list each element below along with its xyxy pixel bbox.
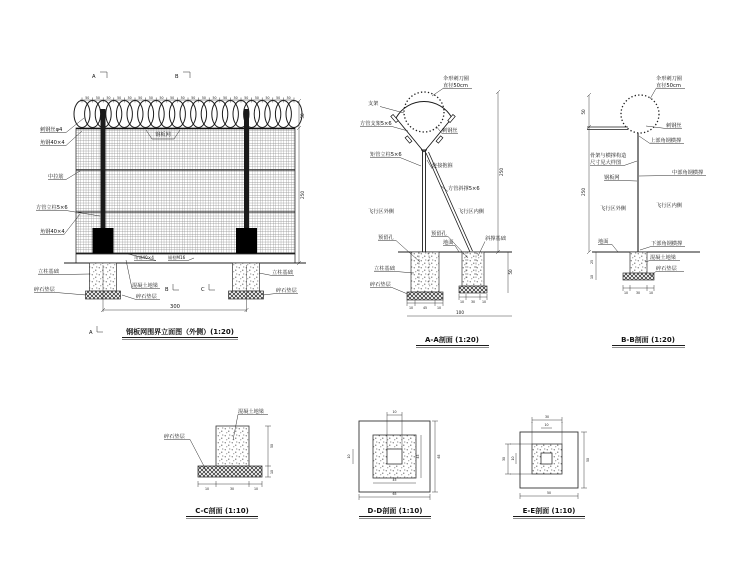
dim-text: 45 bbox=[416, 454, 420, 459]
section-aa-view bbox=[360, 74, 513, 348]
dim-text: 25 bbox=[590, 259, 594, 265]
left-footing-label: 立柱基础 bbox=[38, 269, 59, 275]
ground-beam-section bbox=[216, 426, 249, 466]
svg-text:50: 50 bbox=[244, 96, 249, 100]
elevation-title-block bbox=[122, 327, 238, 340]
barbed-wire-strands bbox=[587, 127, 628, 130]
view-title: C-C剖面 (1:10) bbox=[195, 507, 249, 515]
right-cushion-label: 碎石垫层 bbox=[276, 288, 297, 294]
dim-text: 10 bbox=[590, 274, 594, 280]
section-mark-c-bottom bbox=[201, 284, 215, 293]
section-letter: A bbox=[89, 330, 93, 336]
bottom-rail-label: 下部角钢横撑 bbox=[651, 241, 683, 247]
right-gravel-cushion bbox=[229, 291, 264, 299]
hole-left-label: 预留孔 bbox=[378, 235, 394, 241]
dim-text: 65 bbox=[392, 492, 397, 496]
section-letter: B bbox=[175, 74, 179, 80]
ground-label: 地面 bbox=[443, 240, 454, 246]
view-title: E-E剖面 (1:10) bbox=[522, 507, 576, 515]
svg-text:50: 50 bbox=[159, 96, 164, 100]
dim-text: 30 bbox=[470, 300, 476, 304]
svg-text:50: 50 bbox=[106, 96, 111, 100]
dim-text: 45 bbox=[392, 478, 397, 482]
coil-support-bracket bbox=[391, 101, 455, 152]
razor-coil-section bbox=[404, 92, 444, 132]
gravel-cushion bbox=[623, 273, 654, 280]
beam-label: 混凝土地梁 bbox=[132, 283, 158, 289]
dim-text: 65 bbox=[437, 454, 441, 459]
section-bb-view bbox=[581, 74, 706, 348]
dim-text: 250 bbox=[300, 191, 305, 199]
note-line2: 尺寸见大样图 bbox=[590, 160, 622, 166]
post-spacing-dim bbox=[101, 265, 249, 312]
dim-text: 50 bbox=[508, 269, 513, 275]
brace-label: 方管斜撑5×6 bbox=[448, 186, 480, 192]
dim-text: 50 bbox=[586, 457, 590, 463]
cushion-label: 碎石垫层 bbox=[164, 434, 185, 440]
gravel-cushion bbox=[407, 292, 443, 300]
section-mark-b-top bbox=[175, 72, 190, 80]
dim-text: 300 bbox=[170, 304, 180, 310]
dim-text: 10 bbox=[392, 410, 397, 414]
svg-text:50: 50 bbox=[254, 96, 259, 100]
anchor-bolt-label: 锚栓M16 bbox=[168, 255, 186, 260]
inside-label: 飞行区内侧 bbox=[656, 203, 682, 209]
dim-text: 250 bbox=[581, 188, 586, 196]
coil-dia-label: 直径50cm bbox=[656, 83, 681, 89]
barbed-label: 刺钢丝 bbox=[442, 128, 458, 134]
bottom-angle-label: 角钢40×4 bbox=[40, 229, 65, 235]
ground-label: 地面 bbox=[598, 239, 609, 245]
post-footing-label: 立柱基础 bbox=[374, 266, 395, 272]
dim-text: 10 bbox=[436, 306, 442, 310]
left-cushion-label: 碎石垫层 bbox=[34, 287, 55, 293]
coil-dia-label: 直径50cm bbox=[443, 83, 468, 89]
svg-text:50: 50 bbox=[138, 96, 143, 100]
dim-text: 30 bbox=[544, 415, 550, 419]
beam-label: 混凝土地梁 bbox=[238, 409, 264, 415]
rail-angle-label: 角钢40×4 bbox=[134, 255, 154, 260]
cushion-label: 碎石垫层 bbox=[370, 282, 391, 288]
dim-text: 50 bbox=[270, 443, 274, 449]
svg-text:50: 50 bbox=[223, 96, 228, 100]
mid-rail-label: 中部角钢横撑 bbox=[672, 170, 704, 176]
top-rail-label: 上部角钢横撑 bbox=[650, 138, 682, 144]
dim-text: 10 bbox=[347, 454, 351, 459]
cushion-label: 碎石垫层 bbox=[656, 266, 677, 272]
post-hole bbox=[541, 453, 552, 464]
hole-right-label: 预留孔 bbox=[431, 231, 447, 237]
mid-tie-label: 中拉筋 bbox=[48, 174, 64, 180]
dim-text: 10 bbox=[408, 306, 414, 310]
note-line1: 骨架与横撑构造 bbox=[590, 153, 627, 159]
dim-text: 100 bbox=[456, 310, 464, 315]
dim-text: 10 bbox=[270, 469, 274, 475]
aa-title-block bbox=[416, 335, 489, 348]
section-dd-view bbox=[347, 410, 441, 519]
coil-label: 伞形刺刀圈 bbox=[443, 76, 469, 82]
svg-text:50: 50 bbox=[201, 96, 206, 100]
dim-text: 10 bbox=[511, 456, 515, 461]
bracket-label: 支架 bbox=[368, 101, 379, 107]
elevation-right-callouts bbox=[259, 268, 298, 295]
section-letter: C bbox=[201, 287, 205, 293]
outside-label: 飞行区外侧 bbox=[600, 206, 626, 212]
post-section bbox=[421, 150, 427, 263]
section-letter: A bbox=[92, 74, 96, 80]
dim-text: 10 bbox=[459, 300, 465, 304]
ground-beam-section bbox=[630, 252, 647, 273]
clamp-label: 连接抱箍 bbox=[432, 163, 453, 169]
view-title: 钢板网围界立面图（外侧）(1:20) bbox=[126, 328, 234, 336]
beam-cushion-label: 碎石垫层 bbox=[136, 294, 157, 300]
elevation-view bbox=[34, 72, 306, 340]
dd-title-block bbox=[359, 506, 431, 519]
svg-text:50: 50 bbox=[286, 96, 291, 100]
coil-label: 伞形刺刀圈 bbox=[656, 76, 682, 82]
section-mark-a-top bbox=[92, 72, 107, 80]
dim-text: 50 bbox=[300, 113, 305, 119]
dim-text: 30 bbox=[502, 456, 506, 462]
brace-footing-block bbox=[462, 252, 484, 286]
dim-text: 50 bbox=[581, 109, 586, 115]
svg-text:50: 50 bbox=[117, 96, 122, 100]
dim-text: 30 bbox=[635, 291, 641, 295]
dim-text: 10 bbox=[481, 300, 487, 304]
svg-text:50: 50 bbox=[212, 96, 217, 100]
section-mark-a-bottom bbox=[89, 326, 103, 336]
post-label: 矩管立柱5×6 bbox=[370, 152, 402, 158]
right-footing-block bbox=[233, 263, 260, 291]
dim-text: 10 bbox=[544, 423, 549, 427]
dim-text: 10 bbox=[204, 487, 210, 491]
dim-text: 10 bbox=[623, 291, 629, 295]
elevation-height-dims bbox=[297, 99, 305, 265]
brace-footing-label: 斜撑基础 bbox=[485, 236, 506, 242]
svg-text:50: 50 bbox=[276, 96, 281, 100]
dim-text: 250 bbox=[499, 168, 504, 176]
section-letter: B bbox=[165, 287, 169, 293]
gravel-cushion bbox=[198, 466, 262, 477]
svg-text:50: 50 bbox=[191, 96, 196, 100]
view-title: B-B剖面 (1:20) bbox=[621, 336, 675, 344]
outside-label: 飞行区外侧 bbox=[368, 209, 394, 215]
barbed-label: 刺钢丝 bbox=[666, 123, 682, 129]
post-label: 方管立柱5×6 bbox=[36, 205, 68, 211]
barbed-wire-label: 刺钢丝φ4 bbox=[40, 127, 63, 133]
svg-text:50: 50 bbox=[265, 96, 270, 100]
dim-text: 45 bbox=[422, 306, 428, 310]
right-footing-label: 立柱基础 bbox=[272, 270, 293, 276]
view-title: D-D剖面 (1:10) bbox=[367, 507, 423, 515]
razor-coil-row bbox=[74, 96, 302, 128]
svg-text:50: 50 bbox=[170, 96, 175, 100]
mesh-label: 钢板网 bbox=[604, 175, 620, 181]
brace-gravel-cushion bbox=[459, 286, 487, 293]
dim-text: 10 bbox=[648, 291, 654, 295]
post-hole bbox=[387, 449, 402, 464]
ground-beam-band bbox=[76, 254, 295, 263]
svg-text:50: 50 bbox=[180, 96, 185, 100]
bb-title-block bbox=[612, 335, 685, 348]
beam-label: 混凝土地梁 bbox=[650, 255, 676, 261]
dim-text: 50 bbox=[546, 491, 552, 495]
dim-text: 30 bbox=[229, 487, 235, 491]
section-cc-view bbox=[164, 407, 274, 519]
section-ee-view bbox=[502, 415, 590, 519]
ee-title-block bbox=[513, 506, 585, 519]
mesh-label: 钢板网 bbox=[155, 132, 171, 138]
svg-text:50: 50 bbox=[127, 96, 132, 100]
cc-title-block bbox=[186, 506, 258, 519]
inside-label: 飞行区内侧 bbox=[458, 209, 484, 215]
bracket-tube-label: 方管支架5×6 bbox=[360, 121, 392, 127]
dim-text: 10 bbox=[253, 487, 259, 491]
view-title: A-A剖面 (1:20) bbox=[425, 336, 479, 344]
svg-text:50: 50 bbox=[95, 96, 100, 100]
bb-callouts bbox=[590, 74, 706, 276]
top-angle-label: 角钢40×4 bbox=[40, 140, 65, 146]
svg-text:50: 50 bbox=[148, 96, 153, 100]
svg-text:50: 50 bbox=[233, 96, 238, 100]
svg-text:50: 50 bbox=[85, 96, 90, 100]
section-mark-b-bottom bbox=[165, 284, 179, 293]
